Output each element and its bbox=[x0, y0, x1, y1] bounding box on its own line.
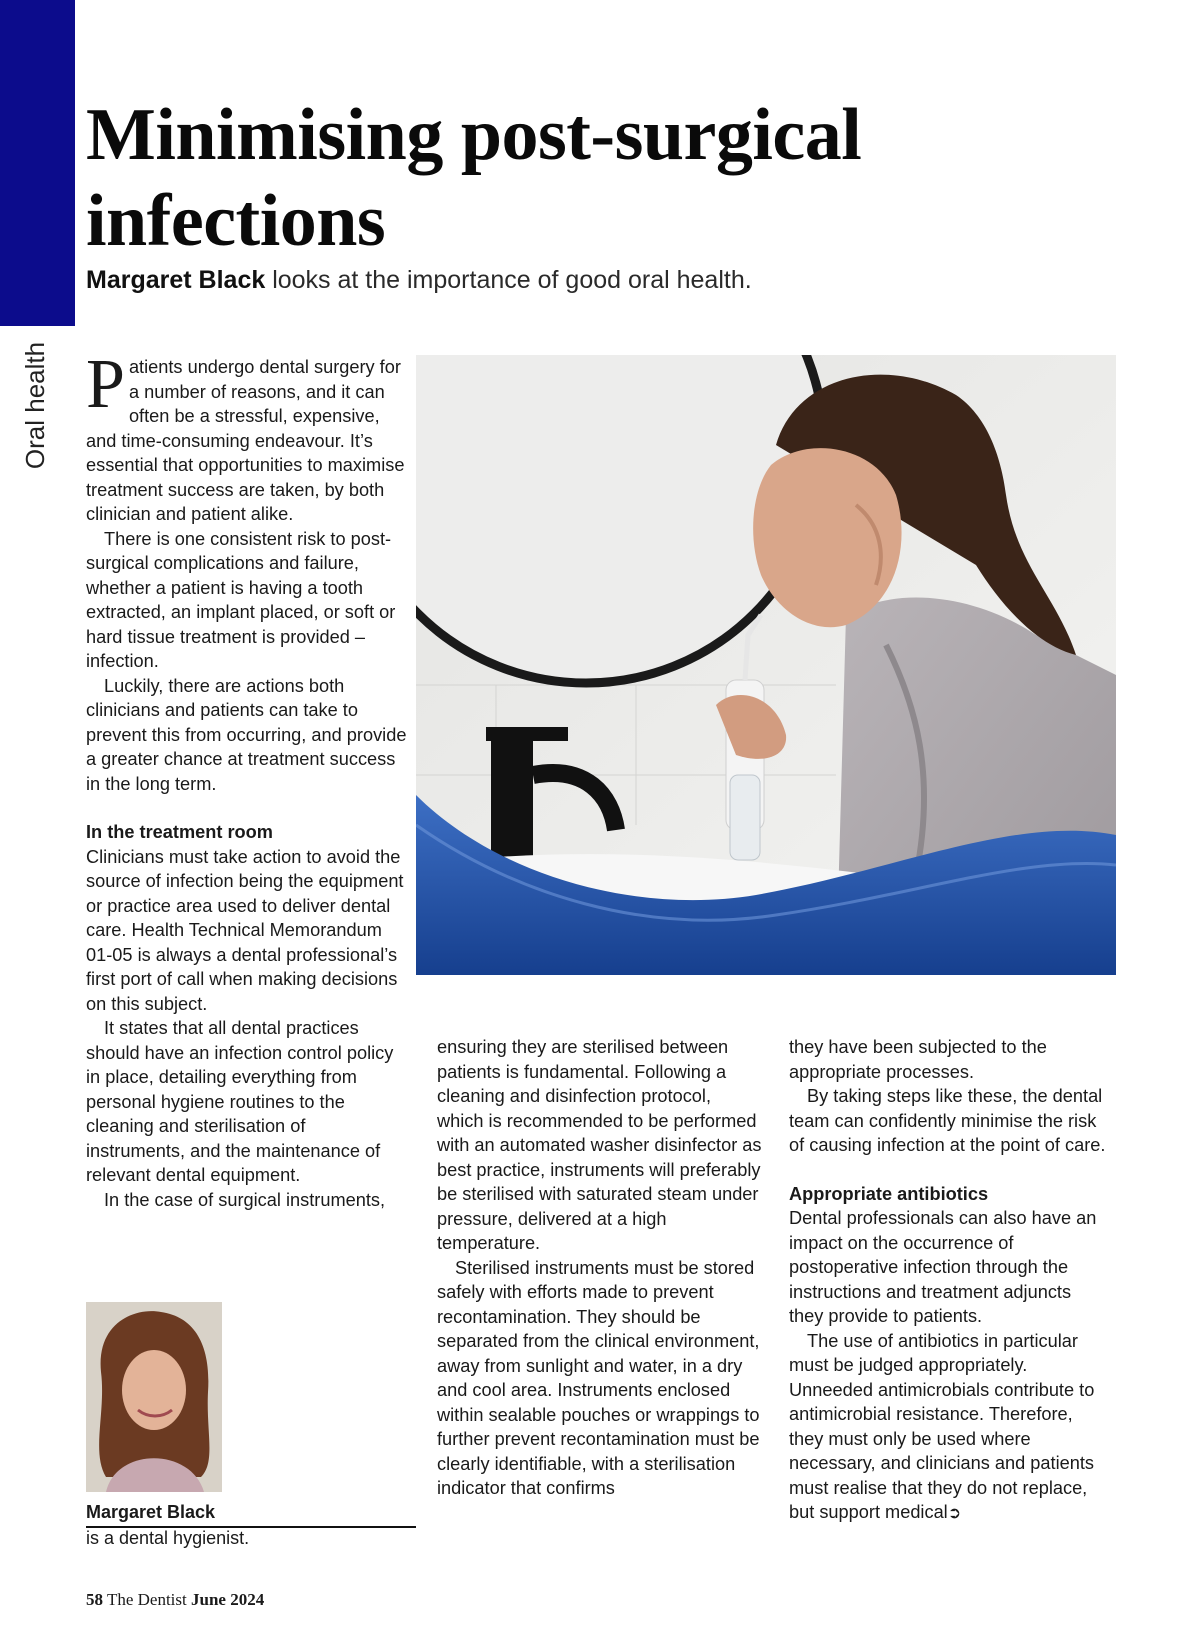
section-label: Oral health bbox=[20, 341, 51, 469]
paragraph: ensuring they are sterilised between patients is fundamental. Following a cleaning and disinfection protocol, which is recommended to be performed with an automated washer disinfector as best practice, instruments will preferably be sterilised with saturated steam under pressure, delivered at a high temperature. bbox=[437, 1037, 762, 1253]
author-name: Margaret Black bbox=[86, 1502, 216, 1522]
drop-cap: P bbox=[86, 346, 125, 423]
article-photo-water-flosser bbox=[416, 355, 1116, 975]
paragraph-intro: Patients undergo dental surgery for a number of reasons, and it can often be a stressful, expensive, and time-consuming endeavour. It’s essential that opportunities to maximise treatment success are taken, by both clinician and patient alike. bbox=[86, 346, 405, 524]
paragraph: Dental professionals can also have an impact on the occurrence of postoperative infection through the instructions and treatment adjuncts they provide to patients. bbox=[789, 1208, 1097, 1326]
continue-arrow-icon: ➲ bbox=[947, 1505, 962, 1522]
standfirst-author: Margaret Black bbox=[86, 266, 266, 294]
paragraph: There is one consistent risk to post-surgical complications and failure, whether a patient is having a tooth extracted, an implant placed, or soft or hard tissue treatment is provided – infection. bbox=[86, 528, 396, 671]
title-line-1: Minimising post-surgical bbox=[86, 94, 862, 176]
section-color-bar bbox=[0, 0, 75, 326]
paragraph: The use of antibiotics in particular must be judged appropriately. Unneeded antimicrobials contribute to antimicrobial resistance. Therefore, they must only be used where necessary, and clinicians and patients must realise that they do not replace, but support medical➲ bbox=[789, 1330, 1095, 1522]
page-number: 58 bbox=[86, 1590, 103, 1609]
page-footer bbox=[86, 1590, 264, 1610]
subheading-appropriate-antibiotics: Appropriate antibiotics bbox=[789, 1183, 989, 1204]
column-2 bbox=[437, 1035, 762, 1501]
paragraph: By taking steps like these, the dental team can confidently minimise the risk of causing infection at the point of care. bbox=[789, 1086, 1106, 1155]
subheading-treatment-room: In the treatment room bbox=[86, 822, 273, 842]
column-1 bbox=[86, 346, 408, 1212]
paragraph: Sterilised instruments must be stored safely with efforts made to prevent recontamination. They should be separated from the clinical environment, away from sunlight and water, in a dry and cool area. Instruments enclosed within sealable pouches or wrappings to further prevent recontamination must be clearly identifiable, with a sterilisation indicator that confirms bbox=[437, 1257, 760, 1498]
paragraph: It states that all dental practices should have an infection control policy in place, detailing everything from personal hygiene routines to the cleaning and sterilisation of instruments, and the maintenance of relevant dental equipment. bbox=[86, 1018, 394, 1185]
paragraph: Clinicians must take action to avoid the source of infection being the equipment or practice area used to deliver dental care. Health Technical Memorandum 01-05 is always a dental professional’s first port of call when making decisions on this subject. bbox=[86, 846, 404, 1014]
magazine-name: The Dentist bbox=[106, 1590, 187, 1609]
paragraph: In the case of surgical instruments, bbox=[104, 1189, 386, 1210]
author-role: is a dental hygienist. bbox=[86, 1528, 250, 1548]
title-line-2: infections bbox=[86, 180, 386, 262]
paragraph: they have been subjected to the appropriate processes. bbox=[789, 1037, 1047, 1082]
paragraph: Luckily, there are actions both clinicians and patients can take to prevent this from occurring, and provide a greater chance at treatment success in the long term. bbox=[86, 675, 407, 794]
issue-date: June 2024 bbox=[191, 1590, 265, 1609]
standfirst bbox=[86, 266, 1086, 295]
standfirst-text: looks at the importance of good oral health. bbox=[265, 266, 752, 294]
column-3 bbox=[789, 1035, 1109, 1527]
author-photo bbox=[86, 1302, 222, 1492]
article-title bbox=[86, 92, 1086, 264]
